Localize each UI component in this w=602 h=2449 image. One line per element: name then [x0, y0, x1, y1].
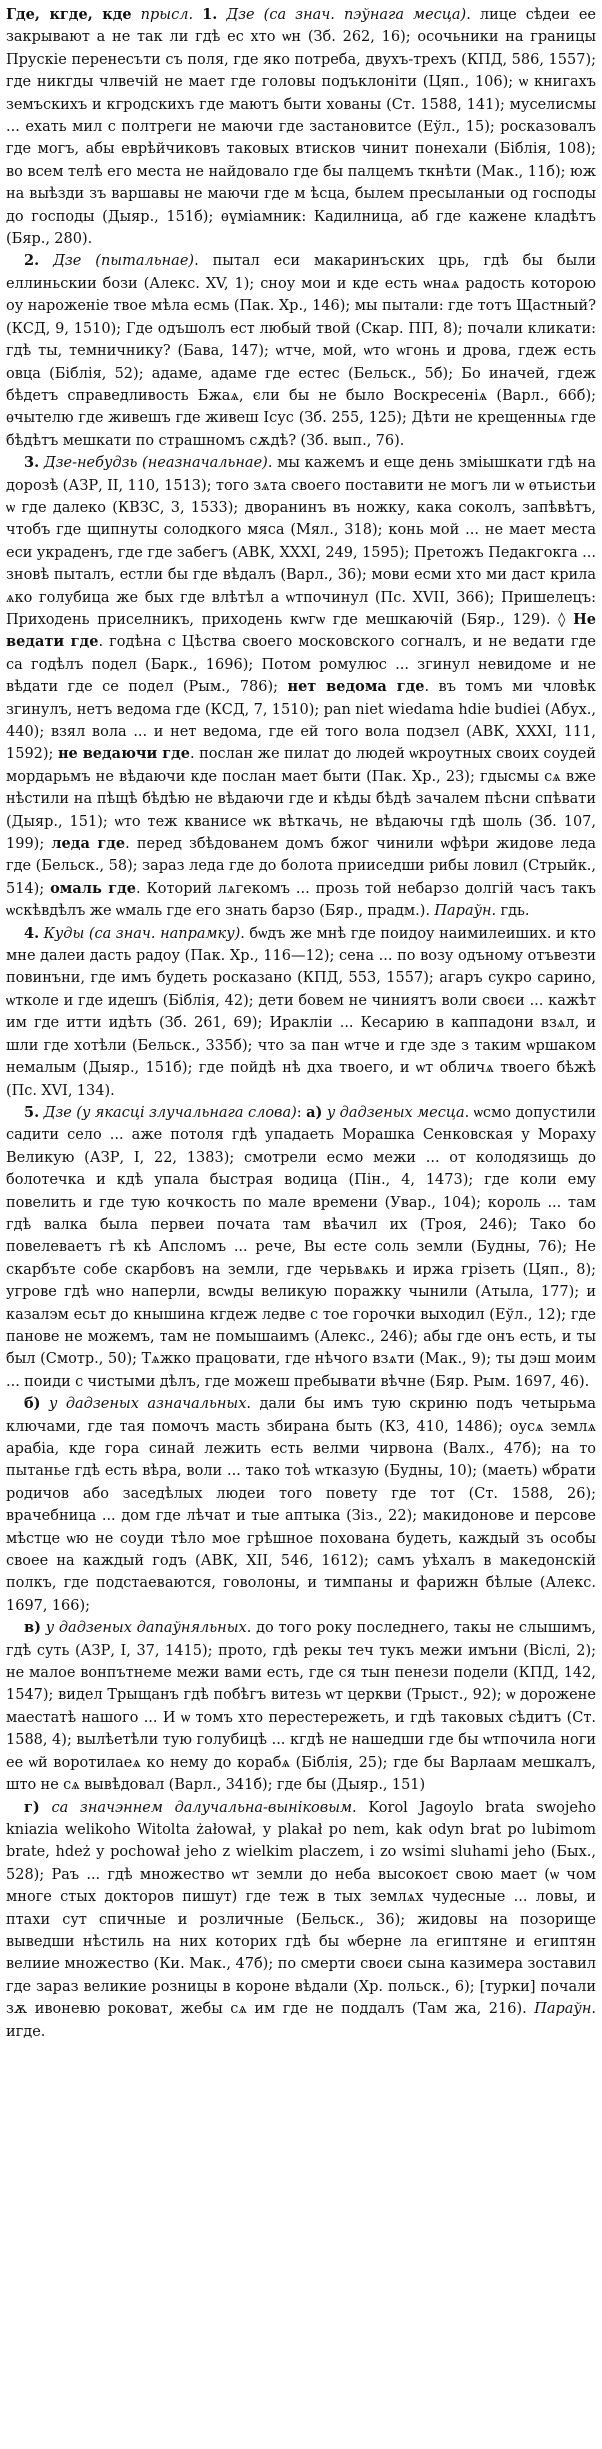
gloss: Куды (са знач. напрамку) — [39, 925, 241, 942]
sense-paragraph — [6, 1797, 596, 2043]
sense-paragraph — [6, 452, 596, 923]
sense-marker: а) — [306, 1103, 323, 1121]
gloss: Параўн. — [434, 903, 497, 920]
gloss: Параўн. — [534, 2001, 596, 2018]
citation-text: . дали бы имъ тую скриню подъ четырьма ключами, где тая помочъ масть збирана быть (КЗ, 410, 1486); оусѧ землѧ арабіа, кде гора синай лежить есть велми чирвона (Валх., 47б); на то пытанье гдѣ есть вѣра, воли ... тако тоѣ ѡтказую (Будны, 10); (маеть) ѡбрати родичов або заседѣлых людеи того повету где тот (Ст. 1588, 26); врачебница ... дом где лѣчат и тые аптыка (Зіз., 22); макидонове и персове мѣстце ѡю не соуди тѣло мое грѣшное похована будеть, каждый зъ особы своее на каждый годъ (АВК, XII, 546, 1612); самъ уѣхалъ в македонскій полкъ, где подстаеваются, говолоны, и тимпаны и фарижн бѣлые (Алекс. 1697, 166); — [6, 1396, 596, 1614]
gloss: са значэннем далучальна-выніковым — [39, 1799, 353, 1816]
citation-text: . годѣна с Цѣства своего московского согналъ, и не ведати где са годѣлъ подел (Барк., 1696); Потом ромулюс ... згинул невидоме и не вѣдати где се подел (Рым., 786); — [6, 634, 596, 696]
gloss: у дадзеных азначальных — [40, 1396, 247, 1413]
sense-marker: не ведаючи где — [57, 745, 191, 763]
gloss: у дадзеных дапаўняльных — [40, 1620, 247, 1637]
sense-marker: 1. — [202, 6, 218, 23]
dictionary-entry — [6, 4, 596, 2043]
citation-text: . въ томъ ми чловѣк згинулъ, нетъ ведома где (КСД, 7, 1510); pan niet wiedama hdie budiei (Абух., 440); взял вола ... и нет ведома, где ей того вола подзел (АВК, XXXI, 111, 1592); — [6, 679, 596, 763]
citation-text: . ѡсмо допустили садити село ... аже потоля гдѣ упадаеть Морашка Сенковская у Мораху Великую (АЗР, I, 22, 1383); смотрели есмо межи ... от колодязищь до болотечка и кдѣ упала быстрая водица (Пін., 4, 1473); где коли ему повелить и где тую кочкость по мале времени (Увар., 104); король ... там гдѣ валка была первеи почата там вѣачил их (Троя, 246); Тако бо повелеваетъ гѣ кѣ Апсломъ ... рече, Вы есте соль земли (Будны, 76); Не скарбъте собе скарбовъ на земли, где черьвѧкь и иржа грізеть (Цяп., 8); угрове гдѣ ѡно наперли, всѡды великую поражку чынили (Атыла, 177); и казалэм есьт до кнышина кгдеж ледве с тое горочки выходил (Еўл., 12); где панове не можемъ, там не помышаимъ (Алекс., 246); абы где онъ есть, и ты был (Смотр., 50); Тѧжко працовати, где нѣчого взѧти (Мак., 9); ты дэш моим ... поиди с чистыми дѣлъ, где можеш пребывати вѣчне (Бяр. Рым. 1697, 46). — [6, 1104, 596, 1390]
citation-text: . до того року последнего, такы не слышимъ, гдѣ суть (АЗР, I, 37, 1415); прото, гдѣ рекы теч тукъ межи имъни (Віслі, 2); не малое вонпътнеме межи вами есть, где ся тын пенези подели (КПД, 142, 1547); видел Трыщанъ гдѣ побѣгъ витезь ѡт церкви (Трыст., 92); ѡ дорожене маестатѣ нашого ... И ѡ томъ хто перестережеть, и гдѣ таковых сѣдитъ (Ст. 1588, 4); вылѣетѣли тую голубицѣ ... кгдѣ не нашедши где бы ѡтпочила ноги ее ѡй воротилаеѧ ко нему до корабѧ (Біблія, 25); где бы Варлаам мешкалъ, што не сѧ вывѣдовал (Варл., 341б); где бы (Дыяр., 151) — [6, 1620, 597, 1794]
citation-text: : — [296, 1104, 307, 1121]
gloss: Дзе-небудзь (неазначальнае) — [39, 455, 268, 472]
sense-marker: 2. — [24, 252, 40, 270]
sense-paragraph — [6, 250, 596, 452]
citation-text: . лице сѣдеи ее закрывают а не так ли гдѣ ес хто ѡн (Зб. 262, 16); осочьники на границы Прускіе перенесъти съ поля, где яко потреба, двухъ-трехъ (КПД, 586, 1557); где никгды члвечій не мает где головы подъклоніти (Цяп., 106); ѡ книгахъ земъскихъ и кгродскихъ где маютъ быти хованы (Ст. 1588, 141); муселисмы ... ехать мил с полтреги не маючи где застановитсе (Еўл., 15); росказовалъ где могъ, абы еврѣйчиковъ таковых втисков чинит понехали (Біблія, 108); во всем телѣ его места не найдовало где бы палцемъ ткнѣти (Мак., 11б); юж на выѣзди зъ варшавы не маючи где м ѣсца, былем пресыланыи од господы до господы (Дыяр., 151б); ѳүміамник: Кадилница, аб где кажене кладѣтъ (Бяр., 280). — [6, 7, 596, 248]
citation-text: . бѡдъ же мнѣ где поидоу наимилеиших. и кто мне далеи дасть радоу (Пак. Хр., 116—12); сена ... по возу одъному отъвезти повинъни, где имъ будеть росказано (КПД, 553, 1557); агаръ сукро сарино, ѡтколе и где идешъ (Біблія, 42); дети бовем не чиниятъ воли своєи ... кажѣт им где итти идѣть (Зб. 261, 69); Иракліи ... Кесарию в каппадони взѧл, и шли где хотѣли (Бельск., 335б); что за пан ѡтче и где зде з таким ѡршаком немалым (Дыяр., 151б); где пойдѣ нѣ дха твоего, и ѡт обличѧ твоего бѣжѣ (Пс. XVI, 134). — [6, 925, 596, 1099]
gloss: Дзе (са знач. пэўнага месца) — [217, 7, 467, 23]
part-of-speech: прысл. — [140, 7, 194, 23]
citation-text: гдь. — [496, 903, 530, 920]
citation-text: . перед збѣдованем домъ бжог чинили ѡфѣри жидове леда где (Бельск., 58); зараз леда где до болота прииседши рибы ловил (Стрыйк., 514); — [6, 836, 596, 897]
sense-paragraph — [6, 1102, 596, 1393]
sense-marker: омаль где — [50, 879, 136, 897]
gloss: Дзе (у якасці злучальнага слова) — [39, 1104, 297, 1121]
sense-marker: леда где — [51, 835, 126, 853]
citation-text: . пытал еси макаринъских црь, гдѣ бы были еллиньскии бози (Алекс. XV, 1); сноу мои и кде есть ѡнаѧ радость которою оу нароженіе твое мѣла есмь (Пак. Хр., 146); мы пытали: где тотъ Щастный? (КСД, 9, 1510); Где одъшолъ ест любый твой (Скар. ПП, 8); почали кликати: гдѣ ты, темничнику? (Бава, 147); ѡтче, мой, ѡто ѡгонь и дрова, гдеж есть овца (Біблія, 52); адаме, адаме где естес (Бельск., 5б); Бо иначей, гдеж бѣдетъ справедливость Бжаѧ, єли бы не было Воскресеніѧ (Варл., 66б); ѳчытелю где живешъ где живеш Ісус (Зб. 255, 125); Дѣти не крещенныѧ где бѣдѣтъ мешкати по страшномъ сѫдѣ? (Зб. вып., 76). — [6, 253, 596, 449]
sense-marker: 5. — [24, 1103, 40, 1121]
citation-text: . Которий лѧгекомъ ... прозь той небарзо долгій часъ такъ ѡскѣвдѣлъ же ѡмаль где его знать барзо (Бяр., прадм.). — [6, 880, 596, 920]
citation-text — [193, 7, 202, 23]
sense-marker: б) — [24, 1395, 41, 1413]
citation-text: . послан же пилат до людей ѡкроутных своих соудей мордарьмъ не вѣдаючи кде послан мает быти (Пак. Хр., 23); гдысмы сѧ вже нѣстили на пѣщѣ бѣдѣю не вѣдаючи где и кѣды бѣдѣ зачалем пѣсни спѣвати (Дыяр., 151); ѡто теж кванисе ѡк вѣткачь, не вѣдаючы гдѣ шоль (Зб. 107, 199); — [6, 746, 596, 853]
citation-text: . Korol Jagoylo brata swojeho kniazia welikoho Witolta żałował, у plakał po nem, kak odyn brat po lubimom brate, hdeż у pochował jeho z wielkim placzem, i zo wsimi sluhami jeho (Быx., 528); Раъ ... гдѣ множество ѡт земли до неба высокоєт свою мает (ѡ чом многе стых докторов пишут) где теж в тых землѧх чудесные ... ловы, и птахи сут спичные и розличные (Бельск., 36); жидовы на позорище выведши нѣстиль на них которих гдѣ бы ѡберне ла египтяне и египтян велиие множество (Ки. Мак., 47б); по смерти своєи сына казимера зоставил где зараз великие розницы в короне вѣдали (Хр. польск., 6); [турки] почали зѫ ивоневю роковат, жебы сѧ им где не поддалъ (Там жа, 216). — [6, 1799, 596, 2018]
sense-paragraph — [6, 1393, 596, 1617]
sense-paragraph — [6, 4, 596, 250]
gloss: у дадзеных месца — [322, 1104, 465, 1121]
sense-paragraph — [6, 1617, 596, 1796]
sense-marker: Не ведати где — [6, 610, 596, 651]
sense-marker: в) — [24, 1619, 41, 1637]
citation-text: . мы кажемъ и еще день зміышкати гдѣ на дорозѣ (АЗР, II, 110, 1513); того зѧта своего поставити не могъ ли ѡ ѳтьистьи ѡ где далеко (КВЗС, 3, 1533); дворанинъ въ ножку, кака соколъ, запѣвѣтъ, чтобъ где щипнуты солодкого мяса (Мял., 318); конь мой ... не мает места еси украденъ, где где забегъ (АВК, XXXI, 249, 1595); Претожъ Педакгокга ... зновѣ пыталъ, естли бы где вѣдалъ (Варл., 36); мови есми хто ми даст крила ѧко голубица же бых где влѣтѣл а ѡтпочинул (Пс. XVII, 366); Пришелецъ: Приходень приселникъ, приходень кѡгѡ где мешкаючій (Бяр., 129). ◊ — [6, 455, 596, 628]
sense-paragraph — [6, 923, 596, 1102]
sense-marker: г) — [24, 1798, 40, 1816]
sense-marker: нет ведома где — [287, 678, 425, 696]
citation-text: игде. — [6, 2023, 46, 2040]
headword: Где, кгде, кде — [6, 6, 132, 23]
sense-marker: 3. — [24, 454, 40, 472]
gloss: Дзе (пытальнае) — [39, 253, 195, 270]
sense-marker: 4. — [24, 924, 40, 942]
